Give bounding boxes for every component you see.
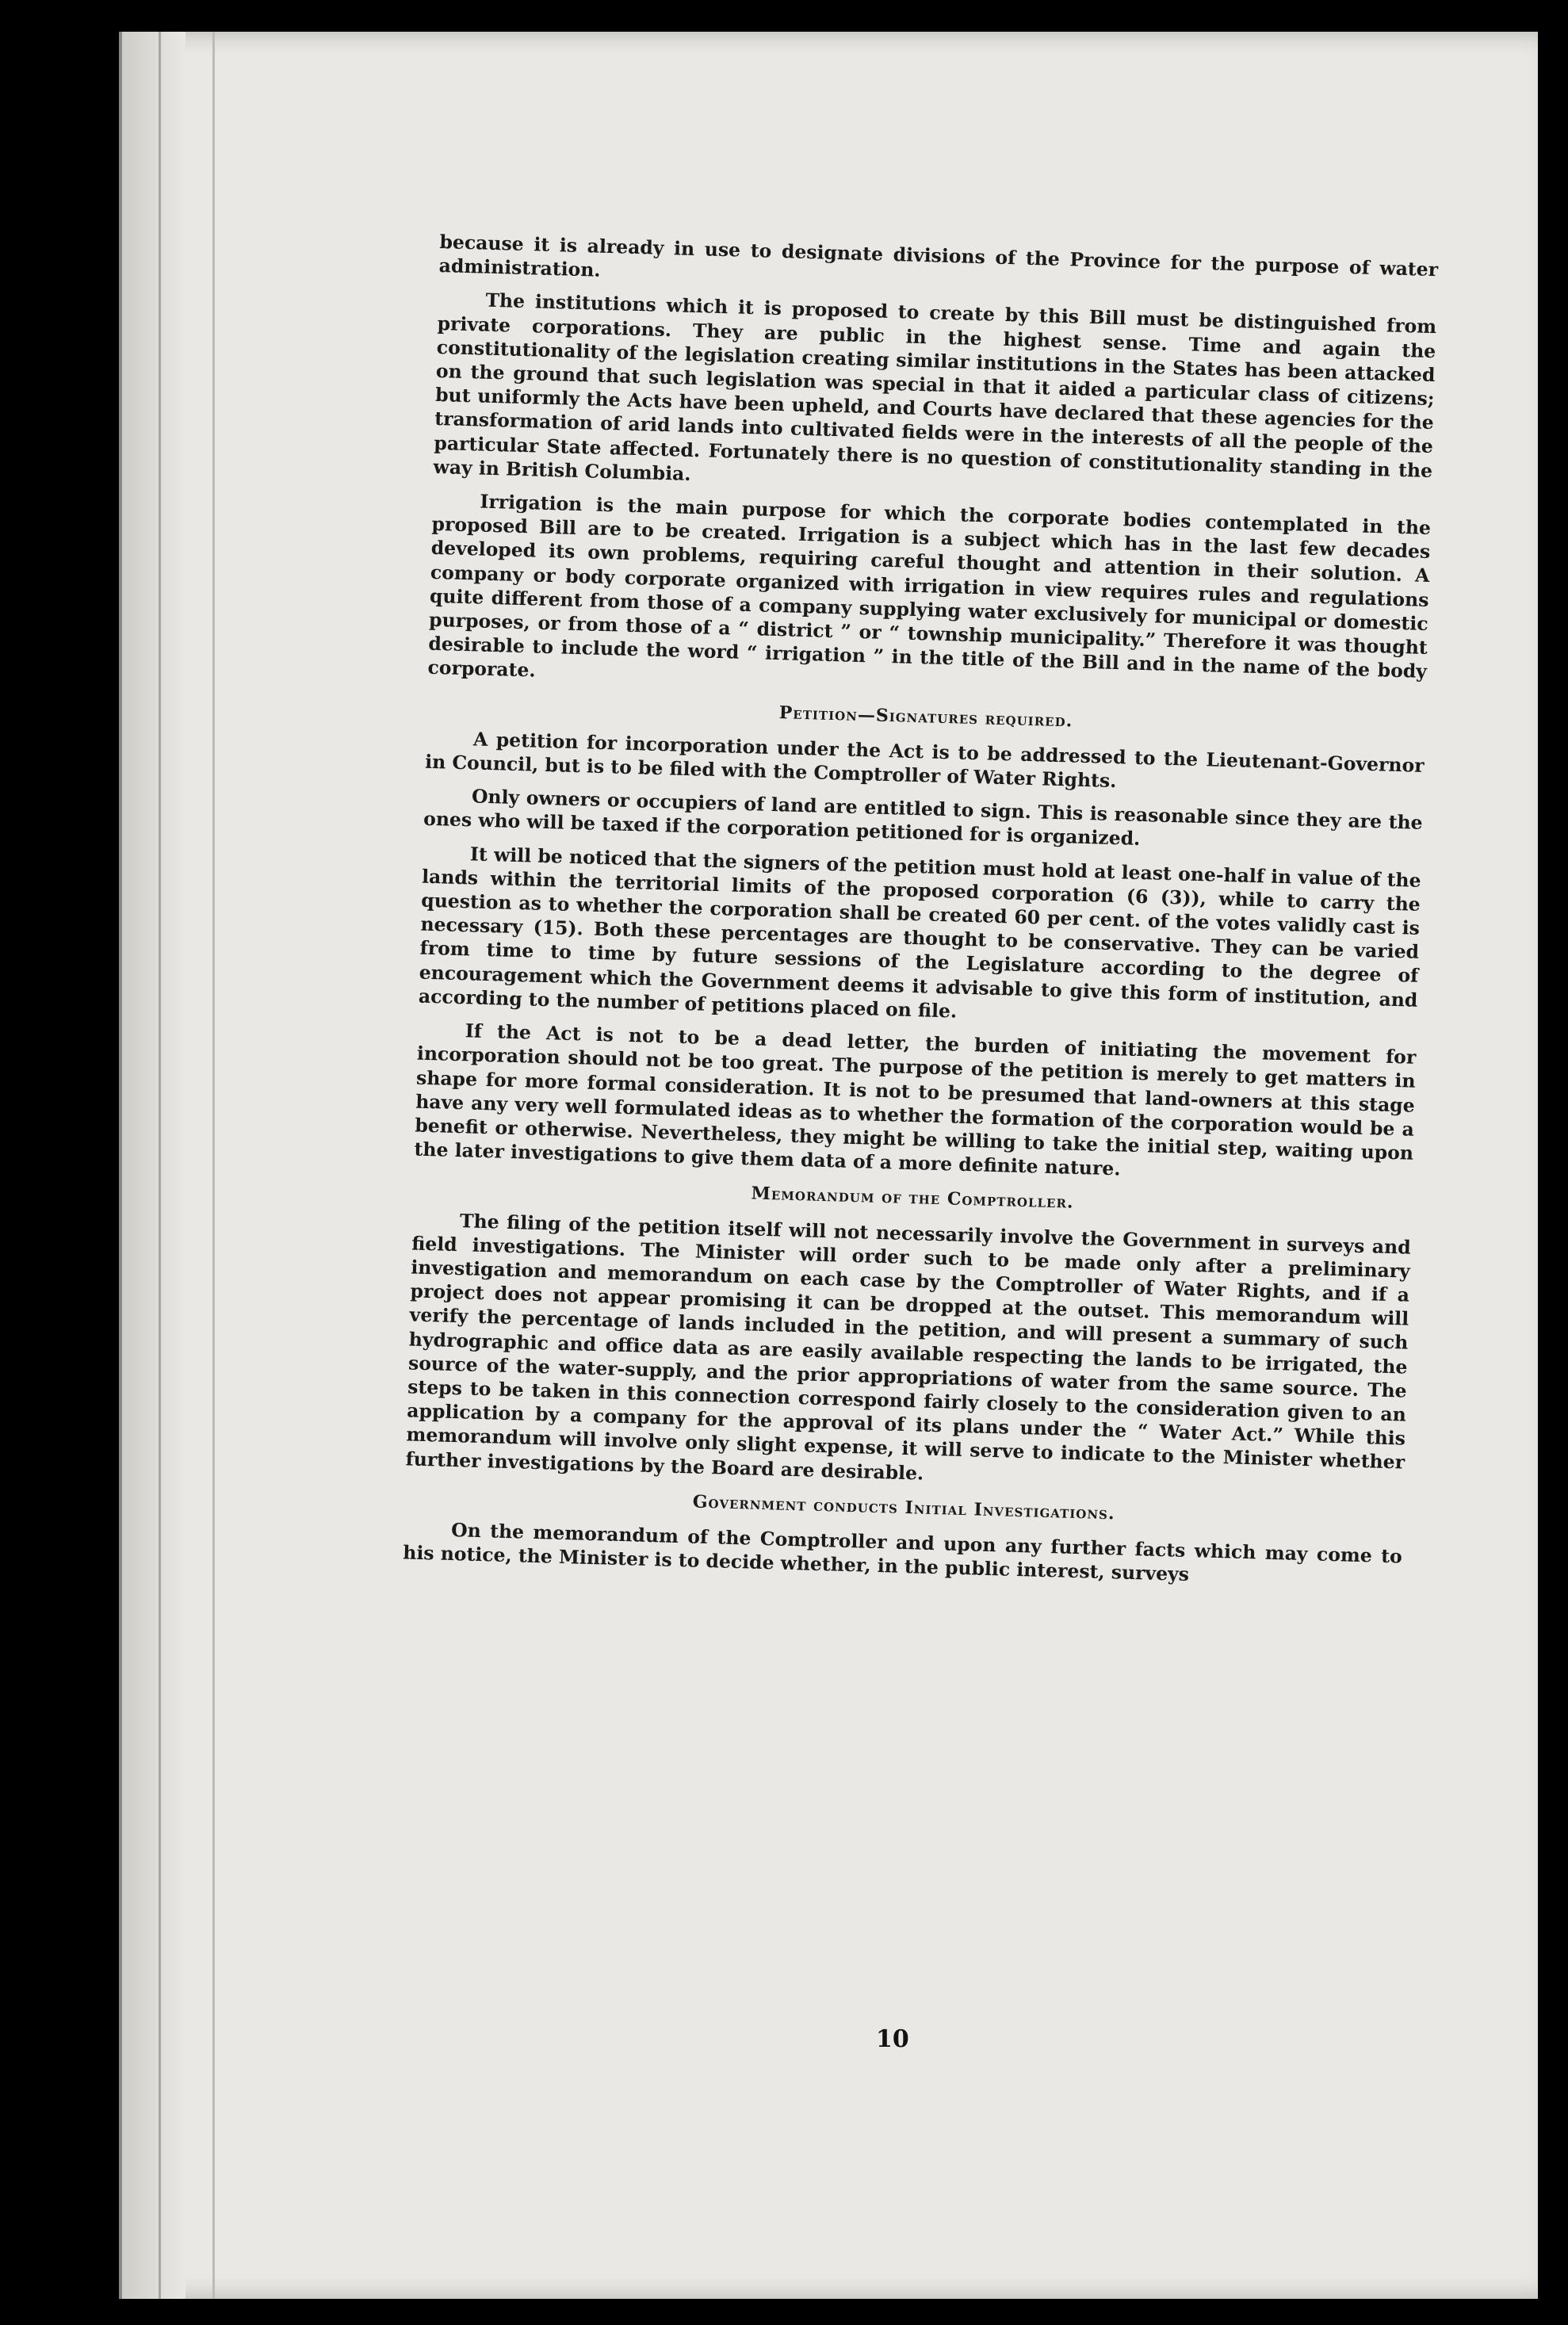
paragraph: Irrigation is the main purpose for which the corporate bodies contemplated in the proposed Bill are to be created. Irrigation is a subject which has in the last few decades developed its own problems, requiring careful thought and attention in their solution. A company or body corporate organized with irrigation in view requires rules and regulations quite different from those of a company supplying water exclusively for municipal or domestic purposes, or from those of a “ district ” or “ township municipality.” Therefore it was thought desirable to include the word “ irrigation ” in the title of the Bill and in the name of the body corporate.	[427, 490, 1432, 683]
section-heading: Memorandum of the Comptroller.	[751, 1183, 1075, 1214]
page-body-text	[403, 230, 1439, 1602]
section-heading: Petition—Signatures required.	[778, 702, 1073, 732]
paragraph: If the Act is not to be a dead letter, the burden of initiating the movement for incorporation should not be too great. The purpose of the petition is merely to get matters in shape for more formal consideration. It is not to be presumed that land-owners at this stage have any very well formulated ideas as to whether the formation of the corporation would be a benefit or otherwise. Nevertheless, they might be willing to take the initial step, waiting upon the later investigations to give them data of a more definite nature.	[414, 1019, 1417, 1180]
paragraph: Only owners or occupiers of land are entitled to sign. This is reasonable since they are the ones who will be taxed if the corporation petitioned for is organized.	[423, 785, 1423, 851]
page-number: 10	[876, 2025, 909, 2053]
paragraph: The filing of the petition itself will not necessarily involve the Government in surveys and field investigations. The Minister will order such to be made only after a preliminary investigation and memorandum on each case by the Comptroller of Water Rights, and if a project does not appear promising it can be dropped at the outset. This memorandum will verify the percentage of lands included in the petition, and will present a summary of such hydrographic and office data as are easily available respecting the lands to be irrigated, the source of the water-supply, and the prior appropriations of water from the same source. The steps to be taken in this connection correspond fairly closely to the consideration given to an application by a company for the approval of its plans under the “ Water Act.” While this memorandum will involve only slight expense, it will serve to indicate to the Minister whether further investigations by the Board are desirable.	[405, 1209, 1412, 1485]
paragraph: On the memorandum of the Comptroller and upon any further facts which may come to his notice, the Minister is to decide whether, in the public interest, surveys	[403, 1518, 1403, 1586]
gutter-edge-line	[212, 32, 215, 2299]
paragraph: because it is already in use to designate divisions of the Province for the purpose of water administration.	[438, 230, 1439, 281]
paragraph: The institutions which it is proposed to create by this Bill must be distinguished from private corporations. They are public in the highest sense. Time and again the constitutionality of the legislation creating similar institutions in the States has been attacked on the ground that such legislation was special in that it aided a particular class of citizens; but uniformly the Acts have been upheld, and Courts have declared that these agencies for the transformation of arid lands into cultivated fields were in the interests of all the people of the particular State affected. Fortunately there is no question of constitutionality standing in the way in British Columbia.	[433, 289, 1437, 485]
gutter-edge-line	[159, 32, 161, 2299]
section-heading: Government conducts Initial Investigations.	[692, 1491, 1115, 1524]
paragraph: It will be noticed that the signers of the petition must hold at least one-half in value of the lands within the territorial limits of the proposed corporation (6 (3)), while to carry the question as to whether the corporation shall be created 60 per cent. of the votes validly cast is necessary (15). Both these percentages are thought to be conservative. They can be varied from time to time by future sessions of the Legislature according to the degree of encouragement which the Government deems it advisable to give this form of institution, and according to the number of petitions placed on file.	[418, 843, 1421, 1023]
paragraph: A petition for incorporation under the Act is to be addressed to the Lieutenant-Governor in Council, but is to be filed with the Comptroller of Water Rights.	[424, 728, 1425, 793]
page-gutter-shadow	[119, 32, 185, 2299]
